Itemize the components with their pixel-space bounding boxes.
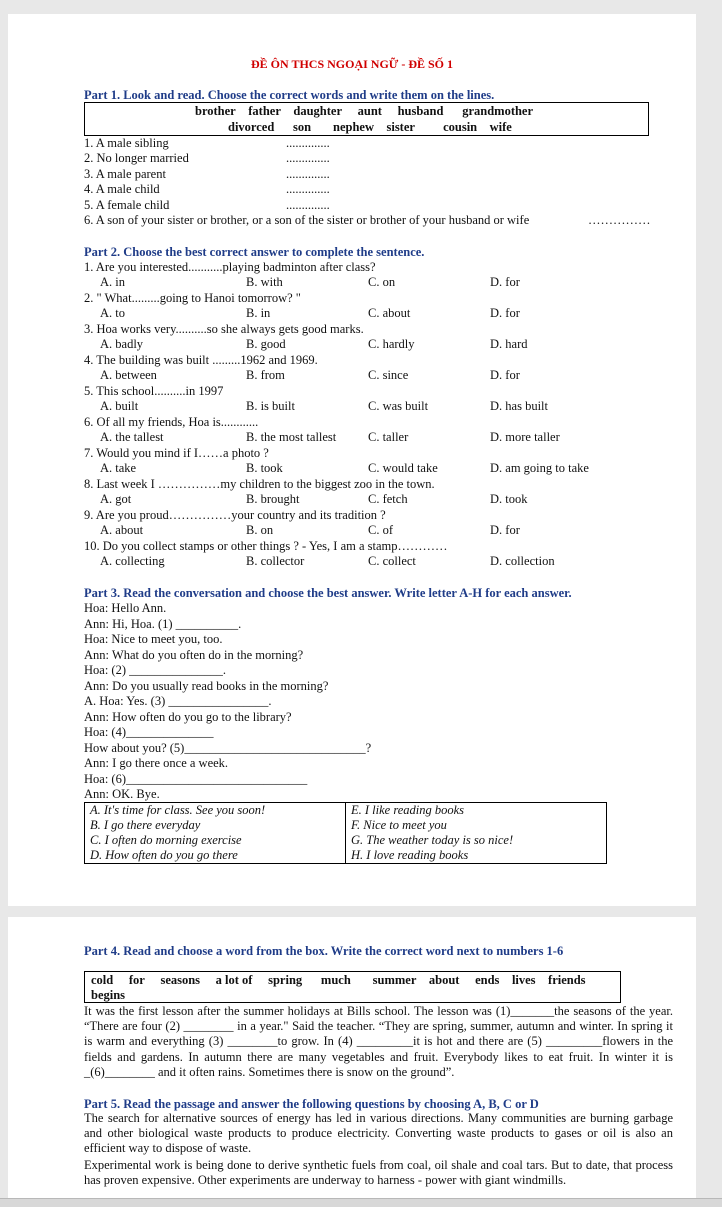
answer-option-b[interactable]: B. took <box>246 461 283 475</box>
answer-option-a[interactable]: A. about <box>100 523 144 537</box>
word-box-line1 <box>195 104 533 118</box>
part5-paragraph-1: The search for alternative sources of energy has led in various directions. Many communities are burning garbage and other biological waste products to produce electricity. Converting waste products to gases or oil is also an efficient way to dispose of waste. <box>84 1111 673 1156</box>
box-word: cousin <box>443 120 478 134</box>
answer-option-a[interactable]: A. collecting <box>100 554 165 568</box>
answer-option-a[interactable]: A. the tallest <box>100 430 164 444</box>
box-word: son <box>293 120 312 134</box>
part4-passage: It was the first lesson after the summer holidays at Bills school. The lesson was (1)_______the seasons of the year. “There are four (2) ________ in a year." Said the teacher. “They are spring, summer, autumn and winter. In spring it is warm and everything (3) ________to grow. In (4) _________it is hot and there are (5) _________flowers in the fields and gardens. In autumn there are many vegetables and fruit. Everybody likes to eat fruit. In winter it is _(6)________ and it often rains. Sometimes there is snow on the ground”. <box>84 1004 673 1079</box>
conversation-line: A. Hoa: Yes. (3) ________________. <box>84 694 272 708</box>
answer-option-d[interactable]: D. am going to take <box>490 461 589 475</box>
question-text: 4. The building was built .........1962 and 1969. <box>84 353 318 367</box>
part1-item: 1. A male sibling <box>84 136 169 150</box>
question-text: 3. Hoa works very..........so she always gets good marks. <box>84 322 364 336</box>
box-word: wife <box>489 120 512 134</box>
options-left-column <box>85 803 346 864</box>
answer-option-c[interactable]: C. of <box>368 523 393 537</box>
options-right-column <box>346 803 607 864</box>
box-word: sister <box>386 120 415 134</box>
part1-item: 6. A son of your sister or brother, or a son of the sister or brother of your husband or wife <box>84 213 530 227</box>
word-box-line2 <box>228 120 512 134</box>
answer-option-a[interactable]: A. built <box>100 399 139 413</box>
part2-heading: Part 2. Choose the best correct answer to complete the sentence. <box>84 245 425 259</box>
part1-word-box <box>84 102 649 136</box>
answer-option-b[interactable]: B. in <box>246 306 271 320</box>
conversation-line: Ann: How often do you go to the library? <box>84 709 292 724</box>
box-word: much <box>320 973 351 987</box>
box-word-begins: begins <box>91 988 126 1002</box>
conversation-line: Ann: Hi, Hoa. (1) __________. <box>84 616 242 631</box>
answer-option-c[interactable]: C. hardly <box>368 337 415 351</box>
part1-heading: Part 1. Look and read. Choose the correct words and write them on the lines. <box>84 88 495 102</box>
conversation-line: Ann: I go there once a week. <box>84 756 229 770</box>
box-word: about <box>428 973 460 987</box>
answer-option-d[interactable]: D. for <box>490 306 520 320</box>
box-word: ends <box>475 973 500 987</box>
answer-option-b[interactable]: B. is built <box>246 399 295 413</box>
question-text: 5. This school..........in 1997 <box>84 384 224 398</box>
answer-blank[interactable]: .............. <box>286 182 330 196</box>
answer-option-d[interactable]: D. for <box>490 368 520 382</box>
question-text: 7. Would you mind if I……a photo ? <box>84 446 269 460</box>
question-text: 9. Are you proud……………your country and its tradition ? <box>84 508 386 522</box>
box-word: father <box>248 104 281 118</box>
part3-options-table <box>84 802 607 864</box>
answer-option-d[interactable]: D. hard <box>490 337 528 351</box>
option-e: E. I like reading books <box>351 803 465 817</box>
box-word: a lot of <box>215 973 253 987</box>
question-text: 6. Of all my friends, Hoa is............ <box>84 415 259 429</box>
answer-option-c[interactable]: C. since <box>368 368 409 382</box>
conversation-line: Hoa: Hello Ann. <box>84 601 167 615</box>
question-text: 2. " What.........going to Hanoi tomorrow? " <box>84 291 301 305</box>
option-c: C. I often do morning exercise <box>90 833 242 847</box>
conversation-line: Hoa: Nice to meet you, too. <box>84 632 223 646</box>
question-text: 1. Are you interested...........playing badminton after class? <box>84 260 376 274</box>
conversation-line: Hoa: (2) _______________. <box>84 663 226 677</box>
answer-option-d[interactable]: D. for <box>490 275 520 289</box>
box-word: lives <box>511 973 536 987</box>
box-word: divorced <box>228 120 275 134</box>
box-word: aunt <box>357 104 382 118</box>
part4-heading: Part 4. Read and choose a word from the box. Write the correct word next to numbers 1-6 <box>84 944 564 958</box>
box-word: spring <box>268 973 303 987</box>
answer-option-b[interactable]: B. from <box>246 368 285 382</box>
answer-option-c[interactable]: C. fetch <box>368 492 408 506</box>
conversation-line: Ann: What do you often do in the morning? <box>84 647 304 662</box>
box-word: daughter <box>293 104 342 118</box>
box-word: summer <box>372 973 417 987</box>
option-d: D. How often do you go there <box>90 848 238 862</box>
answer-blank[interactable]: .............. <box>286 167 330 181</box>
question-text: 8. Last week I ……………my children to the biggest zoo in the town. <box>84 477 435 491</box>
answer-option-a[interactable]: A. got <box>100 492 132 506</box>
answer-option-d[interactable]: D. has built <box>490 399 548 413</box>
conversation-line: Hoa: (4)______________ <box>84 725 214 739</box>
box-word: for <box>128 973 145 987</box>
answer-blank[interactable]: .............. <box>286 136 330 150</box>
part1-item: 2. No longer married <box>84 151 189 165</box>
answer-option-b[interactable]: B. with <box>246 275 283 289</box>
exam-title: ĐỀ ÔN THCS NGOẠI NGỮ - ĐỀ SỐ 1 <box>250 57 454 71</box>
option-a: A. It's time for class. See you soon! <box>90 803 266 817</box>
option-h: H. I love reading books <box>351 848 469 862</box>
answer-option-a[interactable]: A. between <box>100 368 157 382</box>
option-f: F. Nice to meet you <box>351 818 447 832</box>
part3-heading: Part 3. Read the conversation and choose the best answer. Write letter A-H for each answer. <box>84 586 572 600</box>
answer-option-b[interactable]: B. collector <box>246 554 305 568</box>
answer-option-c[interactable]: C. would take <box>368 461 438 475</box>
answer-blank[interactable]: .............. <box>286 151 330 165</box>
part5-heading: Part 5. Read the passage and answer the following questions by choosing A, B, C or D <box>84 1097 539 1111</box>
answer-option-c[interactable]: C. collect <box>368 554 416 568</box>
answer-blank[interactable]: .............. <box>286 198 330 212</box>
part1-item: 5. A female child <box>84 198 170 212</box>
conversation-line: Ann: OK. Bye. <box>84 787 160 801</box>
answer-option-d[interactable]: D. more taller <box>490 430 560 444</box>
question-text: 10. Do you collect stamps or other things ? - Yes, I am a stamp………… <box>84 539 448 553</box>
answer-option-b[interactable]: B. brought <box>246 492 300 506</box>
part1-item: 4. A male child <box>84 182 160 196</box>
exam-page-1 <box>8 14 696 906</box>
answer-option-a[interactable]: A. to <box>100 306 125 320</box>
conversation-line: How about you? (5)_____________________________? <box>84 740 372 755</box>
conversation-line: Hoa: (6)_____________________________ <box>84 771 308 786</box>
box-word: cold <box>91 973 114 987</box>
answer-blank[interactable]: …………… <box>588 213 651 227</box>
answer-option-b[interactable]: B. good <box>246 337 286 351</box>
answer-option-d[interactable]: D. collection <box>490 554 555 568</box>
exam-page-2 <box>8 917 696 1206</box>
box-word: nephew <box>333 120 374 134</box>
answer-option-b[interactable]: B. on <box>246 523 274 537</box>
box-word: brother <box>195 104 236 118</box>
part4-word-box <box>84 971 621 1003</box>
part1-item: 3. A male parent <box>84 167 166 181</box>
option-g: G. The weather today is so nice! <box>351 833 514 847</box>
box-word: friends <box>548 973 586 987</box>
answer-option-d[interactable]: D. for <box>490 523 520 537</box>
answer-option-c[interactable]: C. taller <box>368 430 409 444</box>
option-b: B. I go there everyday <box>90 818 201 832</box>
box-word: grandmother <box>462 104 534 118</box>
box-word: husband <box>397 104 444 118</box>
part5-paragraph-2: Experimental work is being done to derive synthetic fuels from coal, oil shale and coal tars. But to date, that process has proven expensive. Other experiments are underway to harness - power with giant windmills. <box>84 1158 673 1188</box>
answer-option-a[interactable]: A. in <box>100 275 125 289</box>
answer-option-d[interactable]: D. took <box>490 492 528 506</box>
answer-option-c[interactable]: C. about <box>368 306 411 320</box>
word-box-row <box>91 973 586 987</box>
conversation-line: Ann: Do you usually read books in the morning? <box>84 678 329 693</box>
answer-option-c[interactable]: C. was built <box>368 399 429 413</box>
answer-option-a[interactable]: A. take <box>100 461 137 475</box>
answer-option-b[interactable]: B. the most tallest <box>246 430 337 444</box>
answer-option-a[interactable]: A. badly <box>100 337 144 351</box>
box-word: seasons <box>160 973 201 987</box>
answer-option-c[interactable]: C. on <box>368 275 396 289</box>
